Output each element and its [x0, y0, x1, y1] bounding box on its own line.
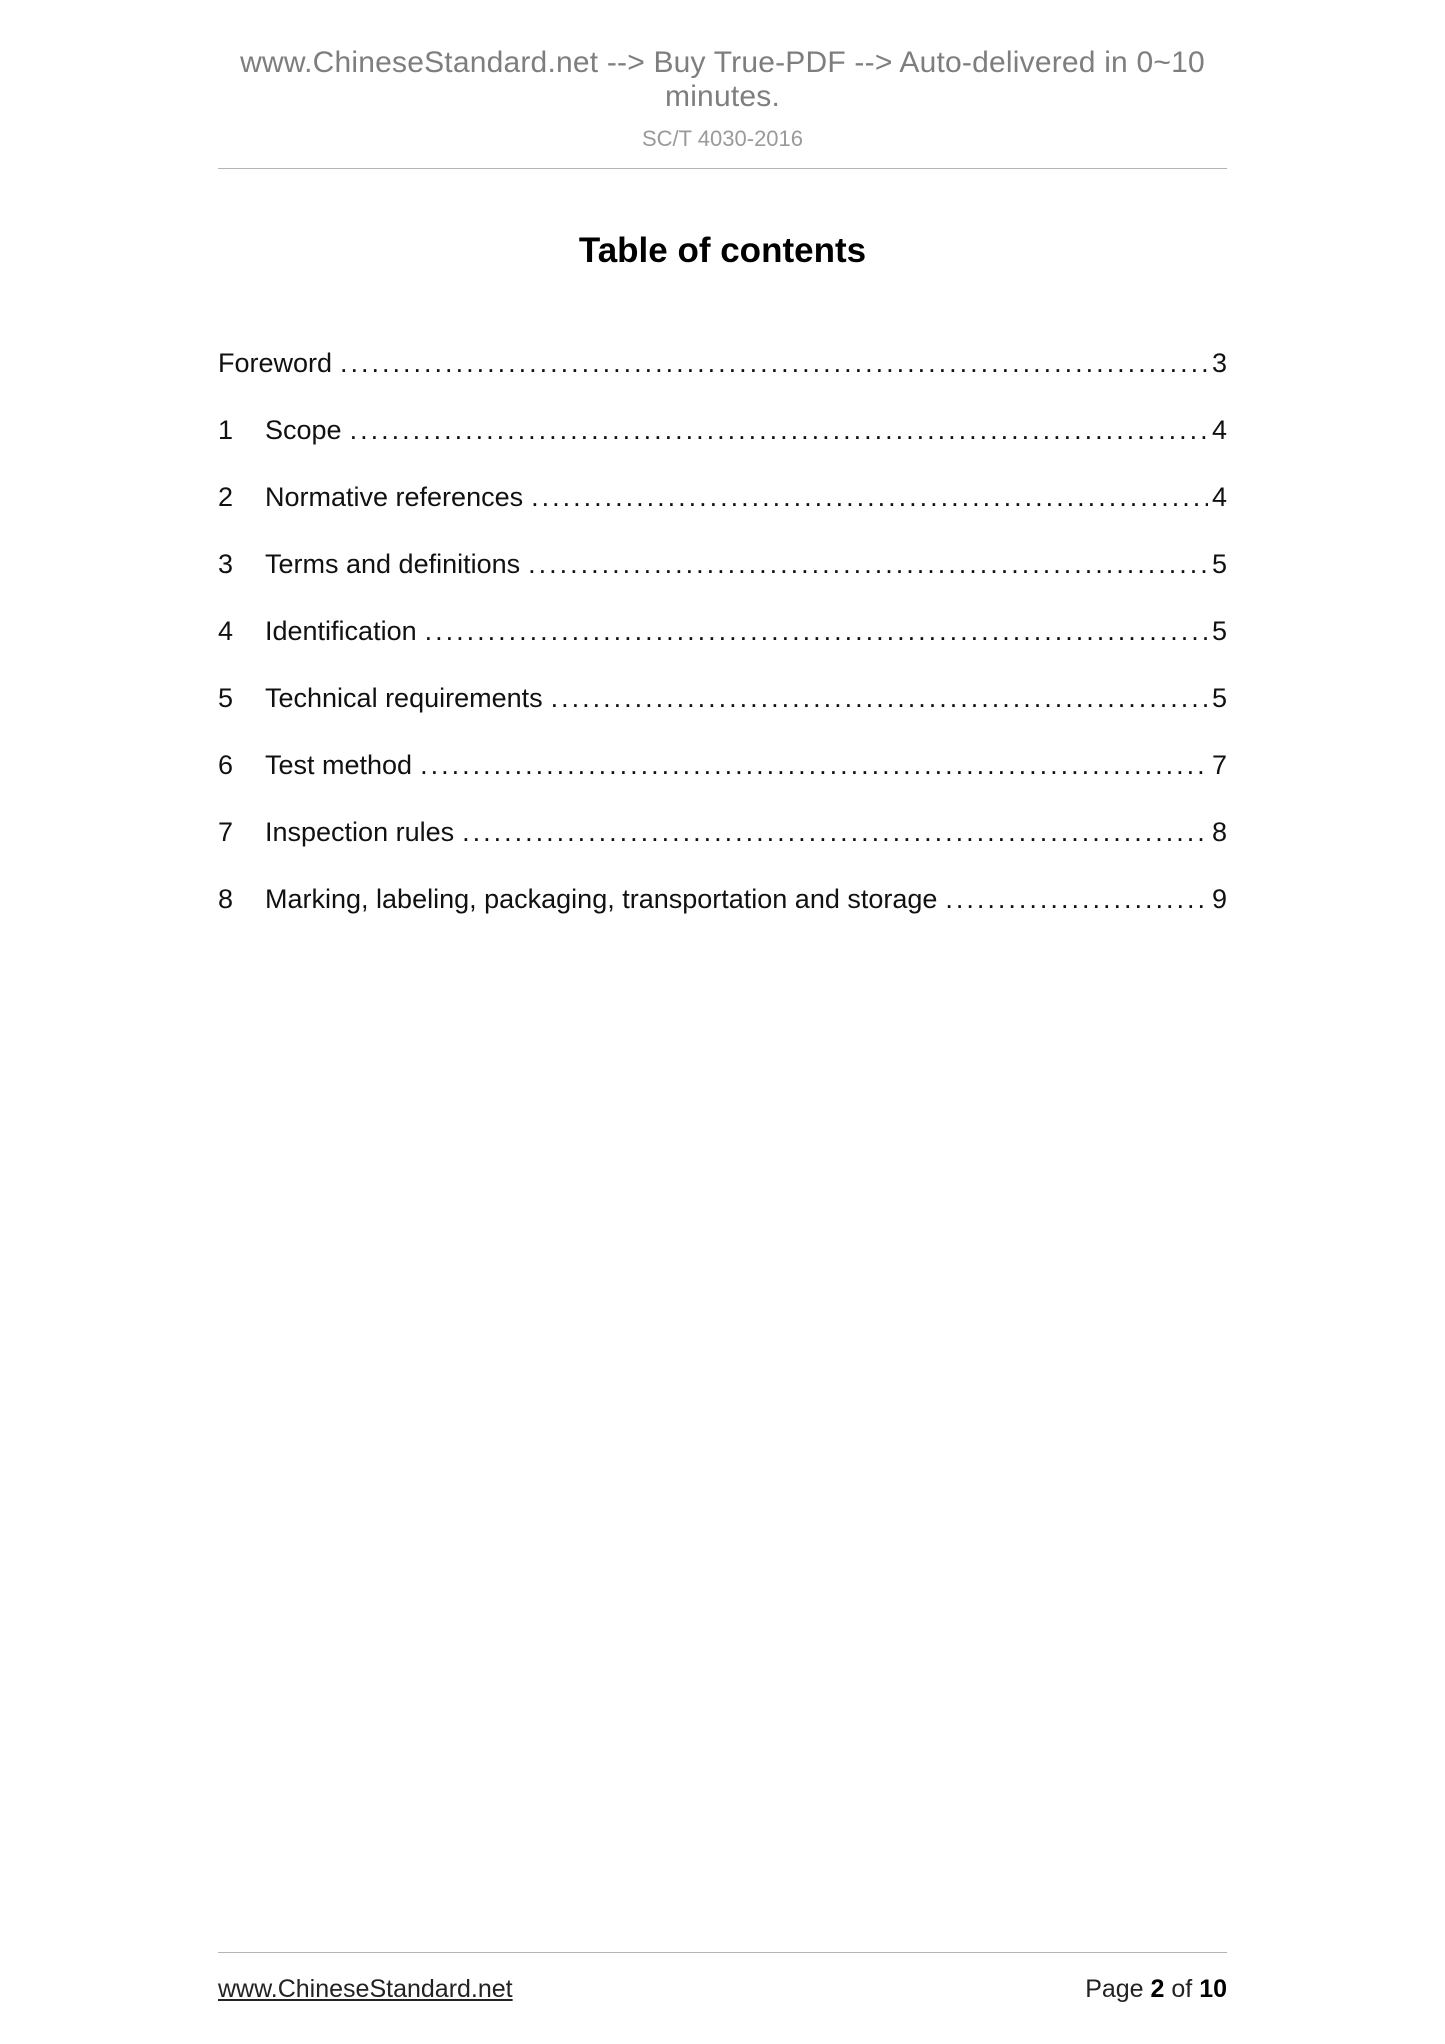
toc-entry-page: 3	[1211, 348, 1227, 378]
toc-dot-leader	[531, 483, 1208, 511]
toc-entry-number: 8	[218, 884, 234, 914]
toc-entry-label: Test method	[265, 750, 413, 780]
footer-page-of: of	[1164, 1975, 1200, 2003]
footer-site-link[interactable]: www.ChineseStandard.net	[218, 1975, 513, 2003]
toc-entry-label: Foreword	[218, 348, 333, 378]
toc-entry-label: Identification	[265, 616, 417, 646]
footer-page-indicator	[1085, 1975, 1227, 2004]
toc-entry-terms-and-definitions	[218, 550, 1227, 578]
table-of-contents	[218, 349, 1227, 913]
toc-entry-label: Scope	[265, 415, 342, 445]
header-doc-code: SC/T 4030-2016	[641, 126, 804, 151]
toc-entry-label: Normative references	[265, 482, 524, 512]
toc-entry-label: Marking, labeling, packaging, transportation and storage	[265, 884, 938, 914]
toc-entry-page: 7	[1211, 750, 1227, 780]
toc-entry-page: 9	[1211, 884, 1227, 914]
toc-dot-leader	[425, 617, 1208, 645]
header-divider	[218, 168, 1227, 169]
toc-entry-technical-requirements	[218, 684, 1227, 712]
footer-page-current: 2	[1150, 1975, 1165, 2003]
toc-dot-leader	[420, 751, 1208, 779]
toc-entry-number: 2	[218, 482, 234, 512]
toc-entry-page: 4	[1211, 482, 1227, 512]
toc-dot-leader	[528, 550, 1208, 578]
toc-entry-number: 4	[218, 616, 234, 646]
toc-entry-test-method	[218, 751, 1227, 779]
page-header	[218, 0, 1227, 169]
toc-entry-scope	[218, 416, 1227, 444]
toc-entry-normative-references	[218, 483, 1227, 511]
toc-dot-leader	[340, 349, 1208, 377]
toc-entry-number: 7	[218, 817, 234, 847]
toc-entry-page: 4	[1211, 415, 1227, 445]
footer-page-total: 10	[1199, 1975, 1227, 2003]
toc-entry-number: 1	[218, 415, 234, 445]
toc-entry-label: Technical requirements	[265, 683, 543, 713]
footer-page-prefix: Page	[1085, 1975, 1151, 2003]
toc-entry-page: 8	[1211, 817, 1227, 847]
toc-entry-inspection-rules	[218, 818, 1227, 846]
toc-entry-page: 5	[1211, 549, 1227, 579]
toc-dot-leader	[945, 885, 1208, 913]
toc-entry-number: 6	[218, 750, 234, 780]
toc-entry-marking-labeling-packaging	[218, 885, 1227, 913]
toc-entry-label: Terms and definitions	[265, 549, 521, 579]
toc-entry-number: 3	[218, 549, 234, 579]
toc-dot-leader	[350, 416, 1208, 444]
page-footer	[218, 1952, 1227, 2044]
toc-dot-leader	[551, 684, 1208, 712]
toc-entry-number: 5	[218, 683, 234, 713]
toc-entry-foreword	[218, 349, 1227, 377]
toc-entry-label: Inspection rules	[265, 817, 455, 847]
toc-entry-identification	[218, 617, 1227, 645]
page-body	[218, 231, 1227, 913]
toc-entry-page: 5	[1211, 683, 1227, 713]
toc-dot-leader	[462, 818, 1208, 846]
header-promo-text: www.ChineseStandard.net --> Buy True-PDF --> Auto-delivered in 0~10 minutes.	[240, 46, 1205, 113]
page-title: Table of contents	[578, 231, 867, 270]
toc-entry-page: 5	[1211, 616, 1227, 646]
